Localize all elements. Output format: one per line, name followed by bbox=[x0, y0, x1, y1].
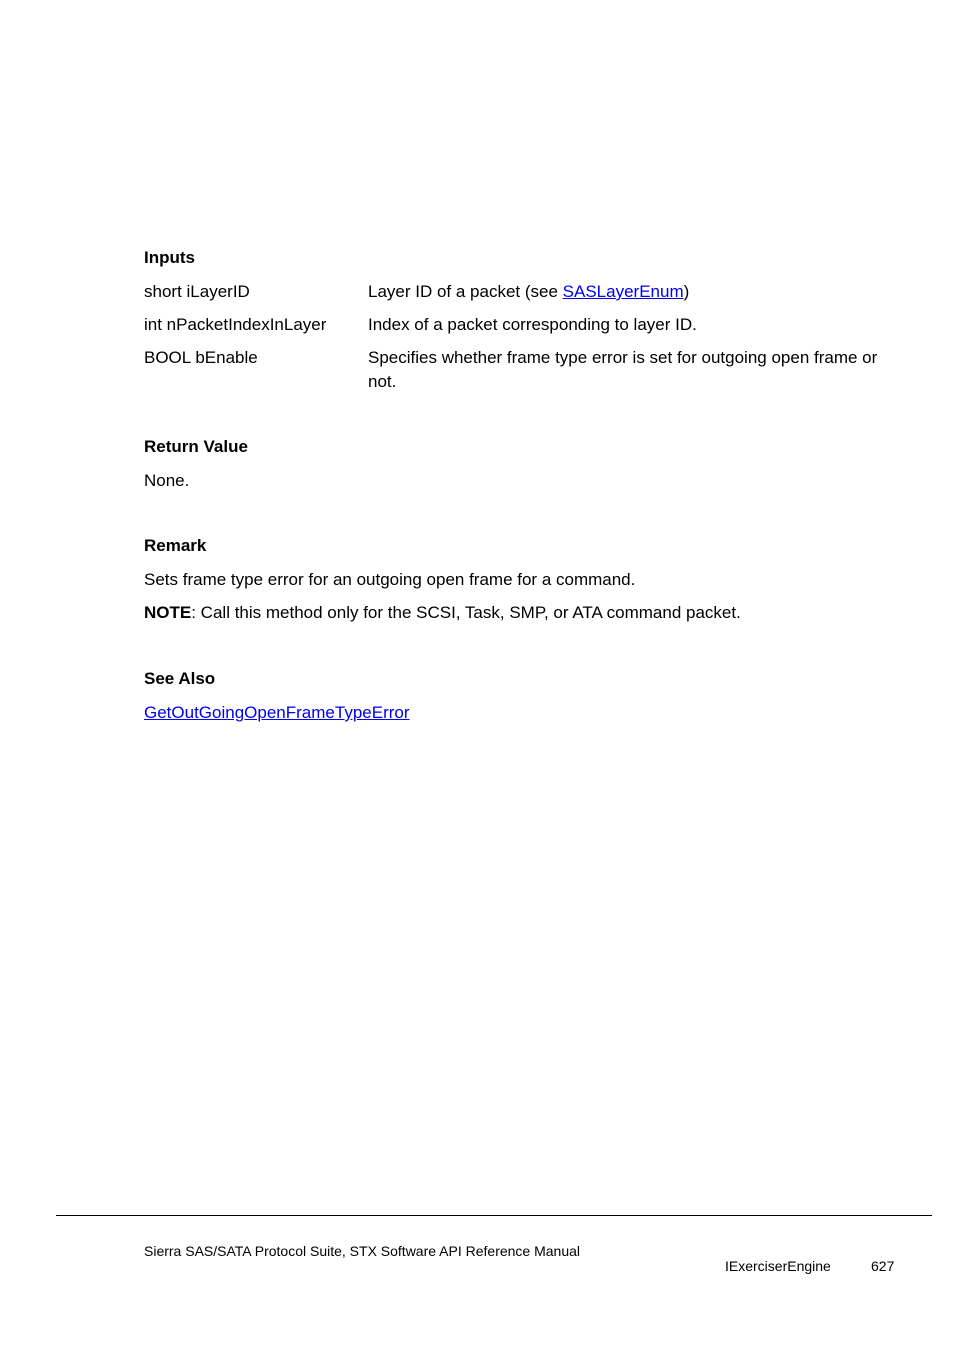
remark-note bbox=[144, 601, 741, 625]
footer-manual-title: Sierra SAS/SATA Protocol Suite, STX Software API Reference Manual bbox=[144, 1243, 581, 1259]
param-desc-text: Layer ID of a packet (see bbox=[368, 282, 563, 301]
param-desc: Index of a packet corresponding to layer ID. bbox=[368, 315, 697, 334]
param-name: short iLayerID bbox=[144, 282, 250, 301]
param-name: int nPacketIndexInLayer bbox=[144, 315, 327, 334]
see-also-heading: See Also bbox=[144, 669, 216, 688]
return-value-text: None. bbox=[144, 471, 190, 490]
param-name: BOOL bEnable bbox=[144, 348, 258, 367]
param-desc bbox=[368, 280, 898, 304]
see-also-links bbox=[144, 701, 410, 725]
return-value-heading: Return Value bbox=[144, 437, 248, 456]
saslayerenum-link[interactable]: SASLayerEnum bbox=[562, 282, 684, 301]
footer-page-number: 627 bbox=[871, 1258, 895, 1274]
note-text: : Call this method only for the SCSI, Task, SMP, or ATA command packet. bbox=[191, 603, 741, 622]
remark-text: Sets frame type error for an outgoing open frame for a command. bbox=[144, 570, 636, 589]
note-label: NOTE bbox=[144, 603, 192, 622]
param-desc: Specifies whether frame type error is set for outgoing open frame or not. bbox=[368, 348, 878, 391]
inputs-heading: Inputs bbox=[144, 248, 195, 267]
param-desc-suffix: ) bbox=[683, 282, 690, 301]
getoutgoingopenframetypeerror-link[interactable]: GetOutGoingOpenFrameTypeError bbox=[144, 703, 410, 722]
remark-heading: Remark bbox=[144, 536, 207, 555]
footer-divider bbox=[56, 1215, 932, 1216]
footer-section-name: IExerciserEngine bbox=[725, 1258, 831, 1274]
